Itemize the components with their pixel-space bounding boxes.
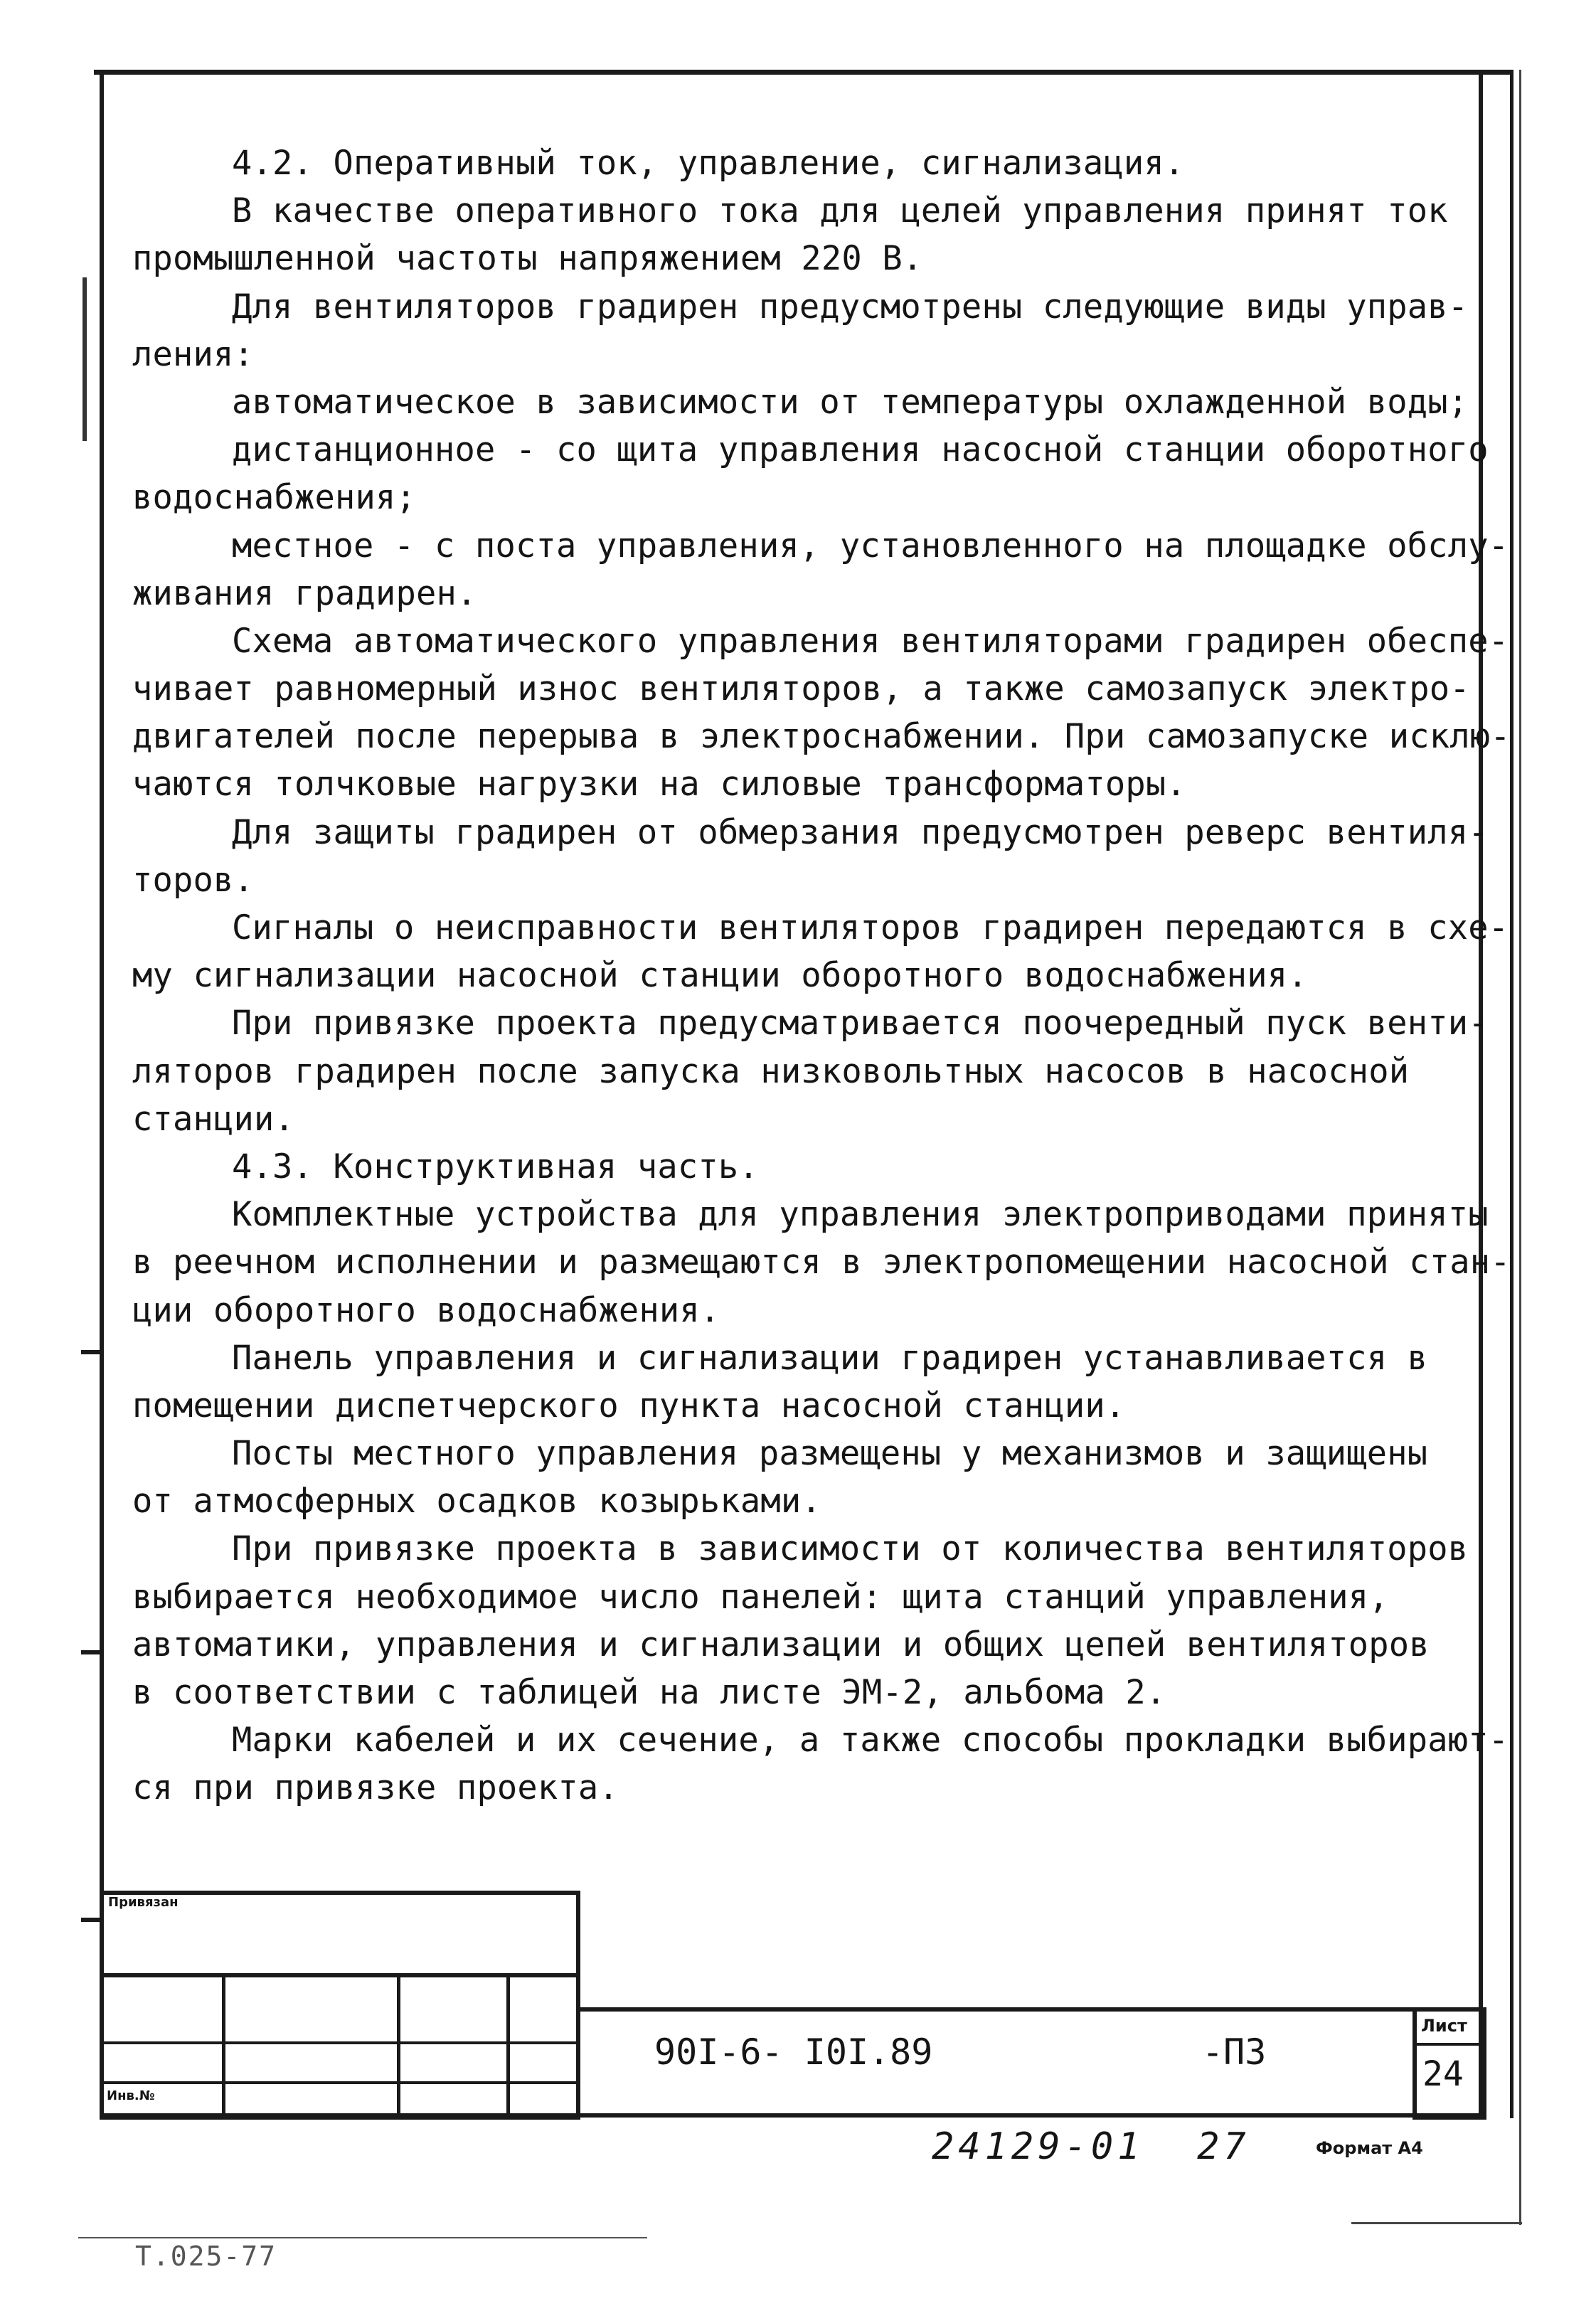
paragraph-line: При привязке проекта в зависимости от количества вентиляторов [232,1529,1469,1569]
paragraph-line: При привязке проекта предусматривается поочередный пуск венти- [232,1004,1489,1043]
left-edge-mark [81,1650,101,1654]
format-label: Формат А4 [1316,2138,1423,2158]
sheet-number: 24 [1422,2054,1464,2094]
left-edge-mark [83,277,87,441]
paragraph-line: чивает равномерный износ вентиляторов, а также самозапуск электро- [132,669,1470,709]
paragraph-line: водоснабжения; [132,478,416,518]
paragraph-line: торов. [132,860,254,900]
paragraph-line: Комплектные устройства для управления электроприводами приняты [232,1195,1489,1235]
paragraph-line: ления: [132,334,254,374]
grid-divider [100,2041,580,2044]
paragraph-line: Сигналы о неисправности вентиляторов градирен передаются в схе- [232,908,1509,947]
paragraph-line: станции. [132,1099,294,1139]
paragraph-line: помещении диспетчерского пункта насосной станции. [132,1386,1126,1425]
paragraph-line: выбирается необходимое число панелей: щита станций управления, [132,1577,1389,1617]
form-code: Т.025-77 [135,2241,277,2272]
paragraph-line: двигателей после перерыва в электроснабжении. При самозапуске исклю- [132,717,1511,757]
paragraph-line: Для защиты градирен от обмерзания предусмотрен реверс вентиля- [232,812,1489,852]
paragraph-line: от атмосферных осадков козырьками. [132,1482,821,1521]
paragraph-line: Панель управления и сигнализации градирен устанавливается в [232,1338,1428,1378]
left-edge-mark [81,1918,101,1922]
paragraph-line: в соответствии с таблицей на листе ЭМ-2, альбома 2. [132,1673,1166,1712]
body-text [132,139,1511,1812]
paragraph-line: ции оборотного водоснабжения. [132,1290,720,1330]
bottom-rule [78,2237,647,2238]
grid-divider [222,1973,225,2120]
paragraph-line: Для вентиляторов градирен предусмотрены следующие виды управ- [232,287,1469,326]
paragraph-line: му сигнализации насосной станции оборотного водоснабжения. [132,956,1308,996]
paragraph-line: ся при привязке проекта. [132,1768,619,1808]
grid-divider [506,1973,510,2120]
inventory-number-label: Инв.№ [107,2088,155,2103]
paragraph-line: В качестве оперативного тока для целей управления принят ток [232,191,1448,231]
grid-divider [100,2081,580,2084]
sheet-label: Лист [1421,2016,1467,2036]
left-edge-mark [81,1350,101,1354]
paragraph-line: промышленной частоты напряжением 220 В. [132,239,923,279]
paragraph-line: чаются толчковые нагрузки на силовые трансформаторы. [132,765,1186,804]
frame-edge-line [1519,70,1521,2225]
document-suffix: -ПЗ [1202,2031,1267,2073]
document-code: 90I-6- I0I.89 [654,2031,933,2073]
paragraph-line: автоматики, управления и сигнализации и общих цепей вентиляторов [132,1625,1430,1664]
paragraph-line: Марки кабелей и их сечение, а также способы прокладки выбирают- [232,1721,1509,1760]
section-heading: 4.2. Оперативный ток, управление, сигнализация. [232,144,1185,183]
paragraph-line: дистанционное - со щита управления насосной станции оборотного [232,430,1489,470]
paragraph-line: живания градирен. [132,573,477,613]
paragraph-line: местное - с поста управления, установленного на площадке обслу- [232,526,1509,565]
privyazan-label: Привязан [108,1895,179,1910]
sheet-box-divider [1413,2043,1486,2046]
paragraph-line: ляторов градирен после запуска низковольтных насосов в насосной [132,1051,1410,1091]
grid-divider [397,1973,400,2120]
frame-edge-line [1351,2222,1522,2224]
paragraph-line: автоматическое в зависимости от температуры охлажденной воды; [232,382,1469,422]
paragraph-line: в реечном исполнении и размещаются в электропомещении насосной стан- [132,1243,1511,1282]
paragraph-line: Схема автоматического управления вентиляторами градирен обеспе- [232,621,1509,661]
section-heading: 4.3. Конструктивная часть. [232,1147,759,1186]
paragraph-line: Посты местного управления размещены у механизмов и защищены [232,1434,1428,1474]
title-block-top-rule [580,2007,1486,2012]
handwritten-archive-number: 24129-01 27 [932,2125,1250,2168]
